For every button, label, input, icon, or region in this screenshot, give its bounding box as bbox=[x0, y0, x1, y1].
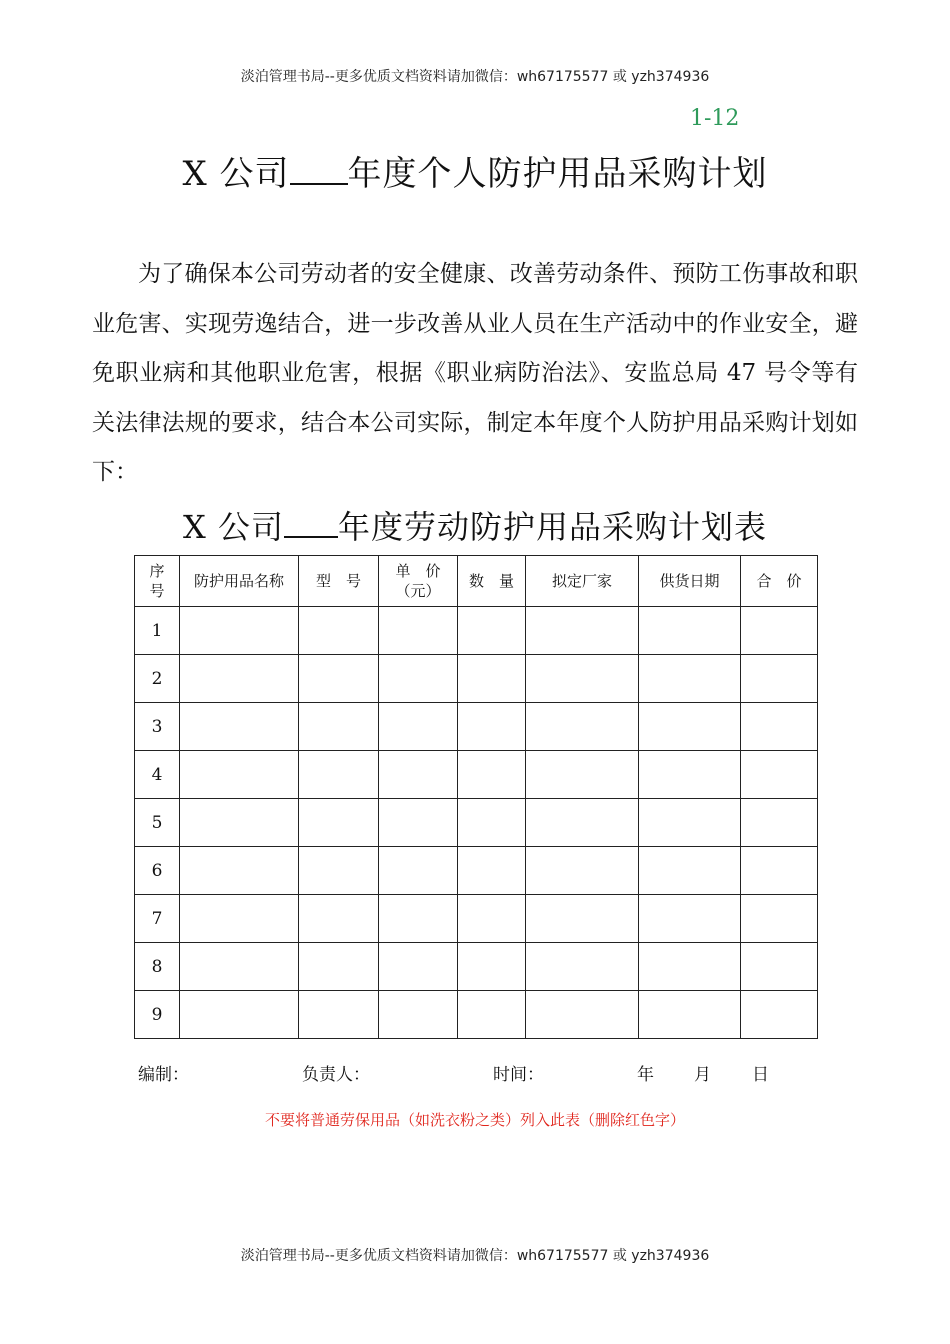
cell-supply-date[interactable] bbox=[639, 847, 741, 895]
cell-total-price[interactable] bbox=[741, 703, 818, 751]
cell-quantity[interactable] bbox=[458, 655, 526, 703]
cell-total-price[interactable] bbox=[741, 655, 818, 703]
cell-model[interactable] bbox=[299, 751, 379, 799]
cell-item-name[interactable] bbox=[180, 799, 299, 847]
cell-supply-date[interactable] bbox=[639, 655, 741, 703]
cell-quantity[interactable] bbox=[458, 799, 526, 847]
header-model: 型 号 bbox=[299, 556, 379, 607]
cell-manufacturer[interactable] bbox=[526, 799, 639, 847]
cell-quantity[interactable] bbox=[458, 847, 526, 895]
header-total-price: 合 价 bbox=[741, 556, 818, 607]
cell-total-price[interactable] bbox=[741, 991, 818, 1039]
page-header: 淡泊管理书局--更多优质文档资料请加微信：wh67175577 或 yzh374936 bbox=[240, 69, 710, 85]
row-number: 8 bbox=[135, 943, 180, 991]
signoff-line bbox=[0, 1060, 950, 1084]
header-unit-price: 单 价 （元） bbox=[379, 556, 458, 607]
cell-manufacturer[interactable] bbox=[526, 847, 639, 895]
table-title-company: X 公司 bbox=[183, 508, 284, 546]
cell-model[interactable] bbox=[299, 655, 379, 703]
document-code: 1-12 bbox=[690, 106, 740, 131]
cell-total-price[interactable] bbox=[741, 751, 818, 799]
row-number: 7 bbox=[135, 895, 180, 943]
cell-quantity[interactable] bbox=[458, 991, 526, 1039]
cell-model[interactable] bbox=[299, 703, 379, 751]
cell-model[interactable] bbox=[299, 799, 379, 847]
cell-manufacturer[interactable] bbox=[526, 655, 639, 703]
cell-model[interactable] bbox=[299, 895, 379, 943]
title-text: 年度个人防护用品采购计划 bbox=[347, 154, 768, 194]
header-supply-date: 供货日期 bbox=[639, 556, 741, 607]
table-title-year-blank bbox=[284, 510, 338, 538]
cell-total-price[interactable] bbox=[741, 799, 818, 847]
cell-manufacturer[interactable] bbox=[526, 991, 639, 1039]
cell-unit-price[interactable] bbox=[379, 943, 458, 991]
cell-total-price[interactable] bbox=[741, 847, 818, 895]
table-row bbox=[135, 847, 818, 895]
table-title bbox=[0, 502, 950, 548]
title-year-blank bbox=[290, 155, 348, 185]
cell-item-name[interactable] bbox=[180, 895, 299, 943]
cell-supply-date[interactable] bbox=[639, 703, 741, 751]
red-instruction-note: 不要将普通劳保用品（如洗衣粉之类）列入此表（删除红色字） bbox=[264, 1111, 685, 1129]
cell-unit-price[interactable] bbox=[379, 703, 458, 751]
cell-model[interactable] bbox=[299, 943, 379, 991]
cell-manufacturer[interactable] bbox=[526, 607, 639, 655]
cell-unit-price[interactable] bbox=[379, 847, 458, 895]
title-company: X 公司 bbox=[182, 154, 290, 194]
cell-model[interactable] bbox=[299, 991, 379, 1039]
time-label: 时间： bbox=[493, 1065, 544, 1085]
cell-unit-price[interactable] bbox=[379, 991, 458, 1039]
responsible-person-label: 负责人： bbox=[302, 1065, 370, 1085]
purchase-plan-table bbox=[134, 555, 818, 1039]
page-title bbox=[0, 146, 950, 195]
table-title-text: 年度劳动防护用品采购计划表 bbox=[337, 508, 767, 546]
cell-item-name[interactable] bbox=[180, 607, 299, 655]
header-seq: 序 号 bbox=[135, 556, 180, 607]
cell-quantity[interactable] bbox=[458, 895, 526, 943]
header-manufacturer: 拟定厂家 bbox=[526, 556, 639, 607]
cell-unit-price[interactable] bbox=[379, 607, 458, 655]
row-number: 3 bbox=[135, 703, 180, 751]
cell-manufacturer[interactable] bbox=[526, 703, 639, 751]
day-label: 日 bbox=[752, 1065, 769, 1085]
intro-paragraph: 为了确保本公司劳动者的安全健康、改善劳动条件、预防工伤事故和职业危害、实现劳逸结合，进一步改善从业人员在生产活动中的作业安全，避免职业病和其他职业危害，根据《职业病防治法》、安监总局 47 号令等有关法律法规的要求，结合本公司实际，制定本年度个人防护用品采购计划如下： bbox=[92, 261, 858, 485]
cell-manufacturer[interactable] bbox=[526, 751, 639, 799]
cell-quantity[interactable] bbox=[458, 607, 526, 655]
month-label: 月 bbox=[694, 1065, 711, 1085]
table-row bbox=[135, 703, 818, 751]
header-item-name: 防护用品名称 bbox=[180, 556, 299, 607]
row-number: 1 bbox=[135, 607, 180, 655]
row-number: 4 bbox=[135, 751, 180, 799]
table-row bbox=[135, 895, 818, 943]
cell-quantity[interactable] bbox=[458, 943, 526, 991]
cell-unit-price[interactable] bbox=[379, 895, 458, 943]
row-number: 2 bbox=[135, 655, 180, 703]
cell-supply-date[interactable] bbox=[639, 943, 741, 991]
cell-model[interactable] bbox=[299, 847, 379, 895]
cell-item-name[interactable] bbox=[180, 943, 299, 991]
cell-supply-date[interactable] bbox=[639, 751, 741, 799]
cell-total-price[interactable] bbox=[741, 895, 818, 943]
cell-item-name[interactable] bbox=[180, 847, 299, 895]
cell-unit-price[interactable] bbox=[379, 655, 458, 703]
cell-supply-date[interactable] bbox=[639, 607, 741, 655]
cell-quantity[interactable] bbox=[458, 703, 526, 751]
table-row bbox=[135, 943, 818, 991]
cell-quantity[interactable] bbox=[458, 751, 526, 799]
cell-supply-date[interactable] bbox=[639, 799, 741, 847]
cell-supply-date[interactable] bbox=[639, 895, 741, 943]
table-row bbox=[135, 991, 818, 1039]
page-footer: 淡泊管理书局--更多优质文档资料请加微信：wh67175577 或 yzh374936 bbox=[240, 1248, 710, 1264]
row-number: 9 bbox=[135, 991, 180, 1039]
table-row bbox=[135, 655, 818, 703]
cell-manufacturer[interactable] bbox=[526, 943, 639, 991]
table-header-row bbox=[135, 556, 818, 607]
row-number: 5 bbox=[135, 799, 180, 847]
compiled-by-label: 编制： bbox=[138, 1065, 189, 1085]
table-row bbox=[135, 607, 818, 655]
cell-unit-price[interactable] bbox=[379, 799, 458, 847]
header-quantity: 数 量 bbox=[458, 556, 526, 607]
cell-model[interactable] bbox=[299, 607, 379, 655]
cell-total-price[interactable] bbox=[741, 943, 818, 991]
cell-item-name[interactable] bbox=[180, 655, 299, 703]
cell-supply-date[interactable] bbox=[639, 991, 741, 1039]
cell-unit-price[interactable] bbox=[379, 751, 458, 799]
cell-total-price[interactable] bbox=[741, 607, 818, 655]
row-number: 6 bbox=[135, 847, 180, 895]
table-row bbox=[135, 751, 818, 799]
table-row bbox=[135, 799, 818, 847]
cell-item-name[interactable] bbox=[180, 703, 299, 751]
cell-manufacturer[interactable] bbox=[526, 895, 639, 943]
cell-item-name[interactable] bbox=[180, 991, 299, 1039]
year-label: 年 bbox=[637, 1065, 654, 1085]
cell-item-name[interactable] bbox=[180, 751, 299, 799]
